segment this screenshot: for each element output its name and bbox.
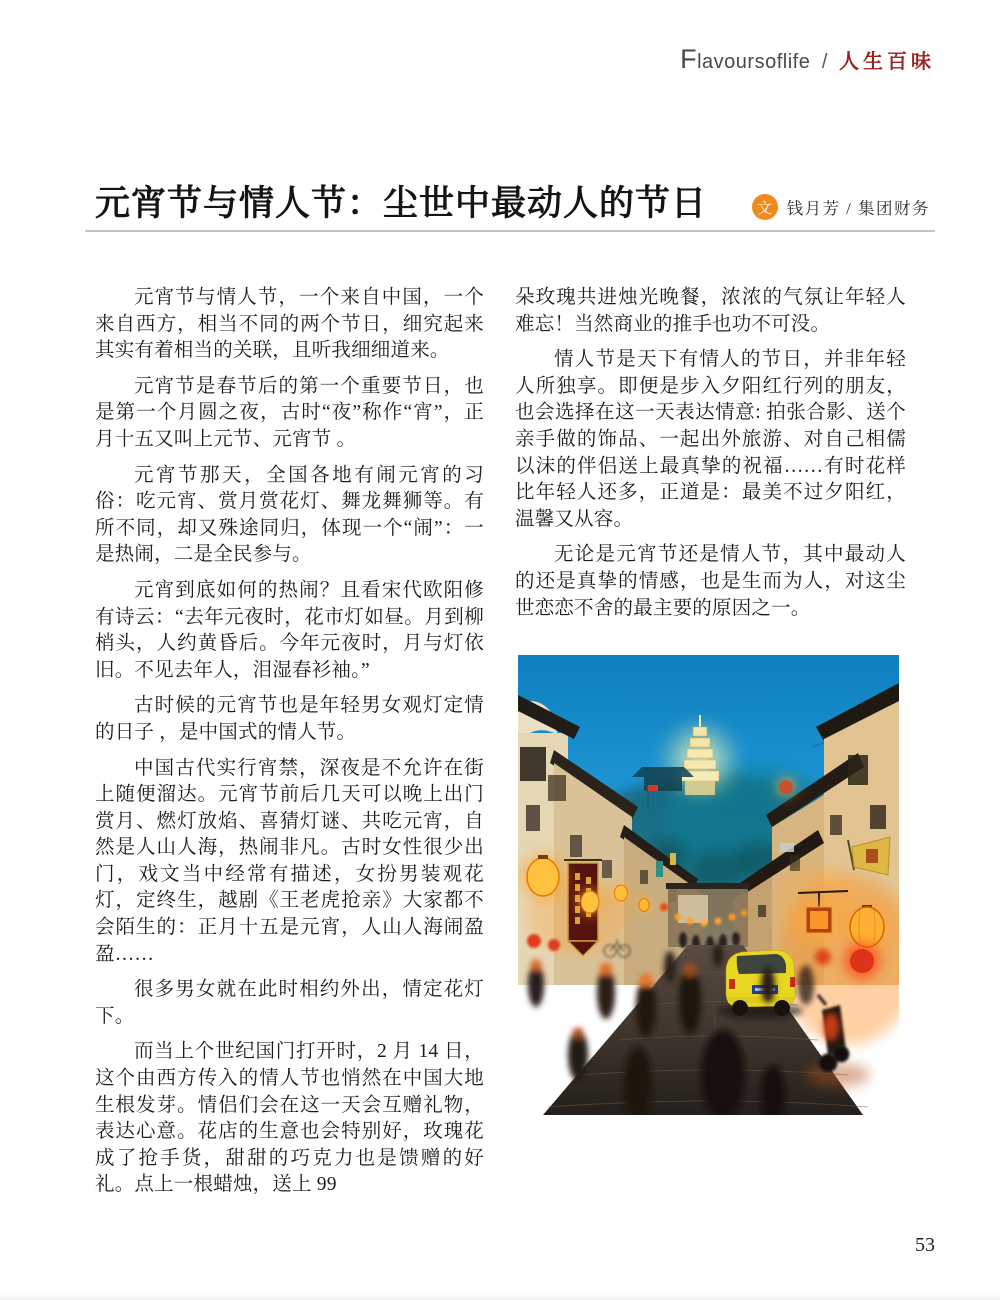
author-badge-icon: 文 <box>752 194 778 220</box>
paragraph: 中国古代实行宵禁，深夜是不允许在街上随便溜达。元宵节前后几天可以晚上出门赏月、燃灯放焰、喜猜灯谜、共吃元宵，自然是人山人海，热闹非凡。古时女性很少出门，戏文当中经常有描述，女扮男装观花灯，定终生，越剧《王老虎抢亲》大家都不会陌生的：正月十五是元宵，人山人海闹盈盈…… <box>95 757 484 965</box>
author-name: 钱月芳 / 集团财务 <box>786 199 930 218</box>
paragraph: 元宵节与情人节，一个来自中国，一个来自西方，相当不同的两个节日，细究起来其实有着相当的关联，且听我细细道来。 <box>95 287 484 362</box>
paragraph: 元宵节是春节后的第一个重要节日，也是第一个月圆之夜，古时“夜”称作“宵”，正月十五又叫上元节、元宵节 。 <box>95 375 484 450</box>
right-column <box>515 285 906 631</box>
article-title: 元宵节与情人节：尘世中最动人的节日 <box>95 184 708 223</box>
street-photo <box>518 655 899 1115</box>
yellow-car <box>719 950 803 1019</box>
magazine-name: Flavoursoflife <box>680 44 811 74</box>
paragraph: 很多男女就在此时相约外出，情定花灯下。 <box>95 979 484 1027</box>
paragraph: 古时候的元宵节也是年轻男女观灯定情的日子 ，是中国式的情人节。 <box>95 695 484 743</box>
title-rule <box>85 230 935 232</box>
byline <box>752 194 930 220</box>
paragraph: 元宵节那天，全国各地有闹元宵的习俗：吃元宵、赏月赏花灯、舞龙舞狮等。有所不同，却又殊途同归，体现一个“闹”：一是热闹，二是全民参与。 <box>95 464 484 566</box>
paragraph: 朵玫瑰共进烛光晚餐，浓浓的气氛让年轻人难忘！当然商业的推手也功不可没。 <box>515 287 906 335</box>
header-separator: / <box>821 51 828 73</box>
paragraph: 元宵到底如何的热闹？且看宋代欧阳修有诗云：“去年元夜时，花市灯如昼。月到柳梢头，人约黄昏后。今年元夜时，月与灯依旧。不见去年人，泪湿春衫袖。” <box>95 579 484 681</box>
section-name: 人生百味 <box>839 51 935 73</box>
paragraph: 情人节是天下有情人的节日，并非年轻人所独享。即便是步入夕阳红行列的朋友，也会选择在这一天表达情意: 拍张合影、送个亲手做的饰品、一起出外旅游、对自己相儒以沫的伴侣送上最真挚的祝福……有时花样比年轻人还多，正道是：最美不过夕阳红，温馨又从容。 <box>515 349 906 530</box>
page-edge-shade <box>0 1292 1000 1300</box>
running-header <box>680 44 935 75</box>
paragraph: 无论是元宵节还是情人节，其中最动人的还是真挚的情感，也是生而为人，对这尘世恋恋不舍的最主要的原因之一。 <box>515 544 906 619</box>
page-number: 53 <box>915 1234 935 1256</box>
left-column <box>95 285 484 1208</box>
paragraph: 而当上个世纪国门打开时，2 月 14 日，这个由西方传入的情人节也悄然在中国大地生根发芽。情侣们会在这一天会互赠礼物，表达心意。花店的生意也会特别好，玫瑰花成了抢手货，甜甜的巧克力也是馈赠的好礼。点上一根蜡烛，送上 99 <box>95 1041 484 1196</box>
